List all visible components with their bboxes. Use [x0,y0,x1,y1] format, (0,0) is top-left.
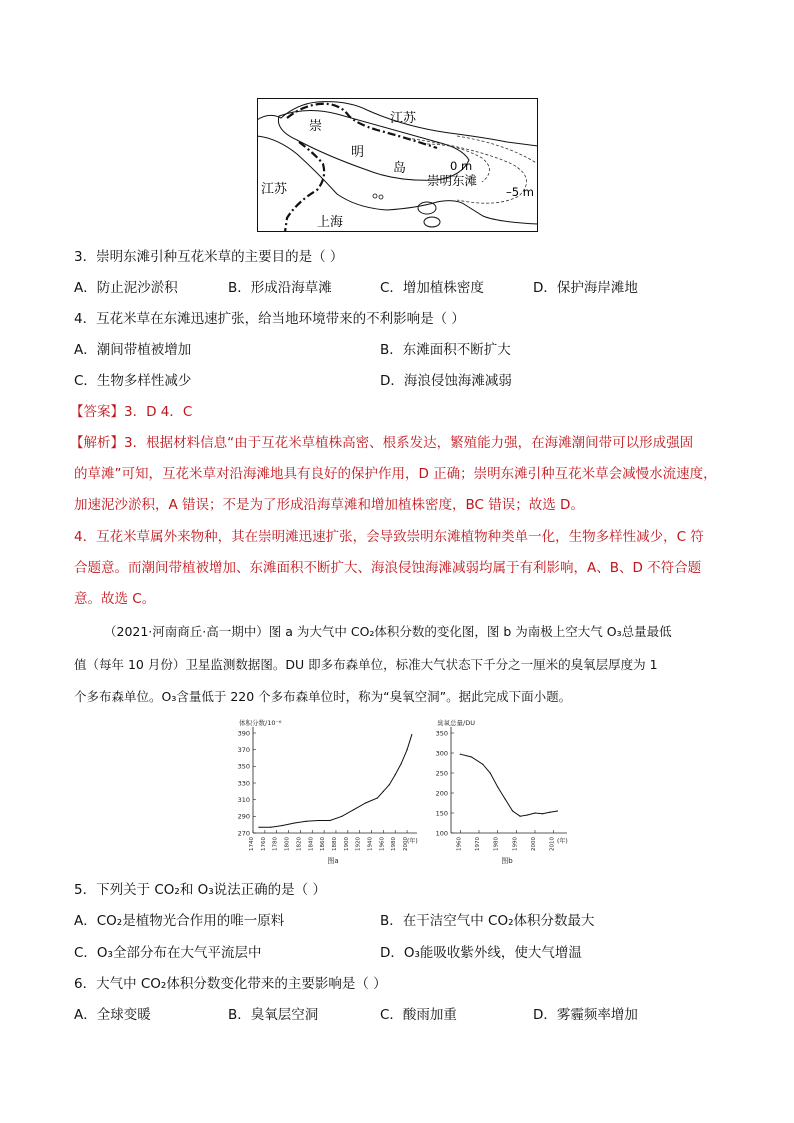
x-tick-label: 2000 [531,837,537,851]
data-point [471,756,472,757]
analysis-line-2: 的草滩”可知，互花米草对沿海滩地具有良好的保护作用，D 正确；崇明东滩引种互花米草会减慢水流速度， [74,466,717,482]
q3-option-d[interactable]: D．保护海岸滩地 [533,280,638,296]
q5-option-d[interactable]: D．O₃能吸收紫外线，使大气增温 [380,945,582,961]
data-point [329,820,330,821]
x-tick-label: 1980 [493,837,500,851]
x-axis-label: (年) [557,838,568,845]
q5-option-a[interactable]: A．CO₂是植物光合作用的唯一原料 [74,913,285,929]
chongming-map [257,98,538,232]
q6-option-b[interactable]: B．臭氧层空洞 [228,1007,319,1023]
label-shanghai: 上海 [317,215,344,230]
data-point [318,820,319,821]
q4-option-b[interactable]: B．东滩面积不断扩大 [380,342,511,358]
data-point [519,816,520,817]
chart-title: 图b [501,857,513,865]
q3-stem: 3．崇明东滩引种互花米草的主要目的是（ ） [74,249,344,265]
data-point [294,822,295,823]
label-ming: 明 [351,145,365,160]
data-point [505,798,506,799]
x-tick-label: 1960 [379,837,386,851]
chart-title: 图a [327,857,339,865]
data-point [383,791,384,792]
x-axis-label: (年) [407,838,418,845]
analysis-text: 3．根据材料信息“由于互花米草植株高密、根系发达，繁殖能力强，在海滩潮间带可以形成强固 [124,435,694,451]
q6-stem: 6．大气中 CO₂体积分数变化带来的主要影响是（ ） [74,976,387,992]
label-jiangsu-west: 江苏 [261,182,288,197]
q6-option-c[interactable]: C．酸雨加重 [380,1007,457,1023]
x-tick-label: 1820 [296,837,303,851]
data-point [527,814,528,815]
data-point [411,734,412,735]
analysis-line-4: 4．互花米草属外来物种，其在崇明滩迅速扩张，会导致崇明东滩植物种类单一化，生物多样性减少，C 符 [74,529,704,545]
q4-option-d[interactable]: D．海浪侵蚀海滩减弱 [380,373,512,389]
x-tick-label: 1960 [456,837,463,851]
data-point [389,784,390,785]
data-point [497,786,498,787]
data-point [401,763,402,764]
q4-option-a[interactable]: A．潮间带植被增加 [74,342,192,358]
x-tick-label: 1760 [260,837,267,851]
x-tick-label: 1840 [308,837,315,851]
data-series-line [460,754,557,816]
data-point [353,809,354,810]
y-tick-label: 300 [435,749,448,758]
y-tick-label: 310 [237,795,250,804]
x-tick-label: 1970 [475,837,481,851]
y-tick-label: 150 [435,809,448,818]
analysis-line-6: 意。故选 C。 [74,591,156,607]
label-east-tidal-flat: 崇明东滩 [427,173,478,188]
data-point [534,812,535,813]
answer-tag: 【答案】 [70,404,124,420]
y-tick-label: 330 [237,779,250,788]
label-jiangsu-north: 江苏 [390,111,417,126]
x-tick-label: 2010 [549,837,556,851]
q5-option-c[interactable]: C．O₃全部分布在大气平流层中 [74,945,262,961]
q4-stem: 4．互花米草在东滩迅速扩张，给当地环境带来的不利影响是（ ） [74,311,465,327]
q4-option-c[interactable]: C．生物多样性减少 [74,373,192,389]
y-tick-label: 250 [435,769,448,778]
label-dao: 岛 [393,161,407,176]
y-tick-label: 350 [435,729,448,738]
data-point [482,764,483,765]
analysis-line-3: 加速泥沙淤积，A 错误；不是为了形成沿海草滩和增加植株密度，BC 错误；故选 D。 [74,497,584,513]
data-point [460,754,461,755]
q3-option-a[interactable]: A．防止泥沙淤积 [74,280,178,296]
x-tick-label: 1990 [512,837,519,851]
data-point [365,802,366,803]
x-tick-label: 1740 [249,837,255,851]
x-tick-label: 1800 [284,837,291,851]
answer-block [70,403,192,421]
passage-line-3: 个多布森单位。O₃含量低于 220 个多布森单位时，称为“臭氧空洞”。据此完成下面小题。 [74,689,572,704]
x-tick-label: 1920 [355,837,362,851]
label-chong: 崇 [309,119,323,134]
q6-option-a[interactable]: A．全球变暖 [74,1007,151,1023]
q3-option-c[interactable]: C．增加植株密度 [380,280,484,296]
label-0m: 0 m [450,159,473,173]
x-tick-label: 1780 [272,837,279,851]
passage-line-1: （2021·河南商丘·高一期中）图 a 为大气中 CO₂体积分数的变化图，图 b 为南极上空大气 O₃总量最低 [104,624,672,639]
co2-chart [228,715,418,865]
q5-option-b[interactable]: B．在干洁空气中 CO₂体积分数最大 [380,913,595,929]
data-point [557,810,558,811]
data-point [306,821,307,822]
analysis-line-5: 合题意。而潮间带植被增加、东滩面积不断扩大、海浪侵蚀海滩减弱均属于有利影响，A、B、D 不符合题 [74,560,702,576]
data-series-line [259,735,412,828]
analysis-line-1 [70,434,693,452]
data-point [341,816,342,817]
data-point [377,797,378,798]
y-tick-label: 350 [237,762,250,771]
x-tick-label: 1900 [343,837,350,851]
data-point [258,827,259,828]
data-point [395,774,396,775]
data-point [490,772,491,773]
data-point [406,749,407,750]
analysis-tag: 【解析】 [70,435,124,451]
y-tick-label: 290 [237,812,250,821]
x-tick-label: 1940 [367,837,374,851]
q6-option-d[interactable]: D．雾霾频率增加 [533,1007,638,1023]
x-tick-label: 1860 [320,837,327,851]
data-point [512,810,513,811]
x-tick-label: 2000 [403,837,410,851]
passage-line-2: 值（每年 10 月份）卫星监测数据图。DU 即多布森单位，标准大气状态下千分之一厘米的臭氧层厚度为 1 [74,657,658,672]
y-axis-label: 体积分数/10⁻⁶ [239,719,282,727]
answer-text: 3．D 4．C [124,404,193,420]
label-minus5m: –5 m [506,185,534,199]
ozone-chart [425,715,575,865]
y-tick-label: 390 [237,729,250,738]
y-tick-label: 270 [237,829,250,838]
y-axis-label: 臭氧总量/DU [437,719,475,727]
q5-stem: 5．下列关于 CO₂和 O₃说法正确的是（ ） [74,882,326,898]
q3-option-b[interactable]: B．形成沿海草滩 [228,280,332,296]
y-tick-label: 100 [435,829,448,838]
data-point [549,812,550,813]
y-tick-label: 200 [435,789,448,798]
x-tick-label: 1980 [391,837,398,851]
x-tick-label: 1880 [331,837,338,851]
data-point [270,827,271,828]
data-point [282,825,283,826]
data-point [542,813,543,814]
y-tick-label: 370 [237,745,250,754]
